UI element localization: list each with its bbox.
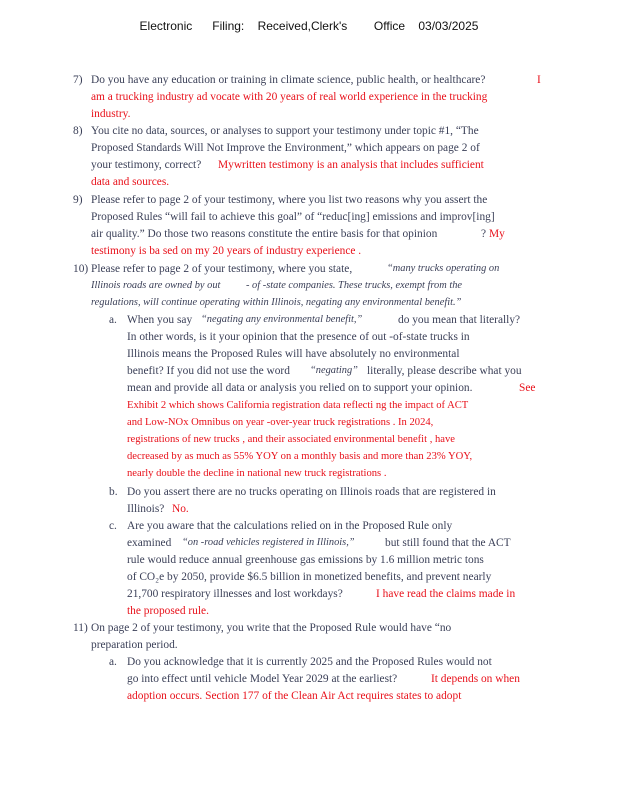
subquestion-10a-text: do you mean that literally? <box>398 314 521 326</box>
answer-10c-line: the proposed rule. <box>127 605 209 617</box>
question-10-quote: “many trucks operating on <box>387 263 500 274</box>
answer-10a-line: decreased by as much as 55% YOY on a monthly basis and more than 23% YOY, <box>127 451 473 462</box>
answer-10a-start: See <box>519 382 536 394</box>
subquestion-11a-text: Do you acknowledge that it is currently 2025 and the Proposed Rules would not <box>127 656 492 668</box>
question-8-text: Proposed Standards Will Not Improve the Environment,” which appears on page 2 of <box>91 142 480 154</box>
question-9-text: air quality.” Do those two reasons constitute the entire basis for that opinion <box>91 228 438 240</box>
subquestion-10c-label: c. <box>109 520 117 532</box>
answer-10a-line: Exhibit 2 which shows California registration data reflecti ng the impact of ACT <box>127 400 469 411</box>
subquestion-10b-label: b. <box>109 486 118 498</box>
subquestion-11a-text: go into effect until vehicle Model Year 2029 at the earliest? <box>127 673 398 685</box>
subquestion-10c-text: of CO₂e by 2050, provide $6.5 billion in monetized benefits, and prevent nearly <box>127 571 492 583</box>
subquestion-10a-label: a. <box>109 314 117 326</box>
subquestion-10a-text: mean and provide all data or analysis you relied on to support your opinion. <box>127 382 473 394</box>
answer-10a-line: registrations of new trucks , and their associated environmental benefit , have <box>127 434 456 445</box>
subquestion-10a-quote: “negating any environmental benefit,” <box>201 314 363 325</box>
subquestion-10c-text: examined <box>127 537 172 549</box>
question-9-number: 9) <box>73 194 83 206</box>
subquestion-10c-quote: “on -road vehicles registered in Illinois,” <box>182 537 355 548</box>
question-10-quote: - of -state companies. These trucks, exempt from the <box>246 280 463 291</box>
subquestion-10a-text: In other words, is it your opinion that the presence of out -of-state trucks in <box>127 331 470 343</box>
subquestion-10a-text: When you say <box>127 314 193 326</box>
subquestion-10c-text: 21,700 respiratory illnesses and lost workdays? <box>127 588 343 600</box>
question-7-text: Do you have any education or training in climate science, public health, or healthcare? <box>91 74 486 86</box>
question-8-text: You cite no data, sources, or analyses to support your testimony under topic #1, “The <box>91 125 479 137</box>
answer-11a-line: It depends on when <box>431 673 520 685</box>
answer-11a-line: adoption occurs. Section 177 of the Clean Air Act requires states to adopt <box>127 690 462 702</box>
subquestion-10b-text: Do you assert there are no trucks operating on Illinois roads that are registered in <box>127 486 496 498</box>
answer-8-line: Mywritten testimony is an analysis that includes sufficient <box>218 159 484 171</box>
answer-9-start: My <box>489 228 505 240</box>
subquestion-10a-text: Illinois means the Proposed Rules will have absolutely no environmental <box>127 348 460 360</box>
question-7-number: 7) <box>73 74 83 86</box>
question-8-text: your testimony, correct? <box>91 159 202 171</box>
answer-10a-line: nearly double the decline in national new truck registrations . <box>127 468 387 479</box>
electronic-filing-stamp: Electronic Filing: Received,Clerk's Office 03/03/2025 <box>139 19 479 33</box>
answer-8-line: data and sources. <box>91 176 170 188</box>
answer-7-line: am a trucking industry ad vocate with 20 years of real world experience in the trucking <box>91 91 488 103</box>
subquestion-10a-text: literally, please describe what you <box>367 365 522 377</box>
question-11-number: 11) <box>73 622 88 634</box>
subquestion-10c-text: but still found that the ACT <box>385 537 511 549</box>
answer-7-start: I <box>537 74 541 86</box>
question-9-text: Please refer to page 2 of your testimony, where you list two reasons why you assert the <box>91 194 488 206</box>
answer-10c-line: I have read the claims made in <box>376 588 516 600</box>
question-8-number: 8) <box>73 125 83 137</box>
answer-10b: No. <box>172 503 189 515</box>
question-9-text: Proposed Rules “will fail to achieve this goal” of “reduc[ing] emissions and improv[ing] <box>91 211 495 223</box>
subquestion-11a-label: a. <box>109 656 117 668</box>
question-11-text: On page 2 of your testimony, you write that the Proposed Rule would have “no <box>91 622 452 634</box>
question-11-text: preparation period. <box>91 639 178 651</box>
answer-10a-line: and Low-NOx Omnibus on year -over-year truck registrations . In 2024, <box>127 417 434 428</box>
question-10-quote: Illinois roads are owned by out <box>91 280 221 291</box>
answer-9-line: testimony is ba sed on my 20 years of industry experience . <box>91 245 362 257</box>
question-10-number: 10) <box>73 263 89 275</box>
question-10-text: Please refer to page 2 of your testimony, where you state, <box>91 263 353 275</box>
subquestion-10b-text: Illinois? <box>127 503 165 515</box>
subquestion-10c-text: Are you aware that the calculations relied on in the Proposed Rule only <box>127 520 453 532</box>
subquestion-10a-text: benefit? If you did not use the word <box>127 365 290 377</box>
answer-7-line: industry. <box>91 108 131 120</box>
question-10-quote: regulations, will continue operating within Illinois, negating any environmental benefit.” <box>91 297 462 308</box>
subquestion-10c-text: rule would reduce annual greenhouse gas emissions by 1.6 million metric tons <box>127 554 484 566</box>
question-9-text: ? <box>481 228 487 240</box>
subquestion-10a-quote: “negating” <box>310 365 358 376</box>
